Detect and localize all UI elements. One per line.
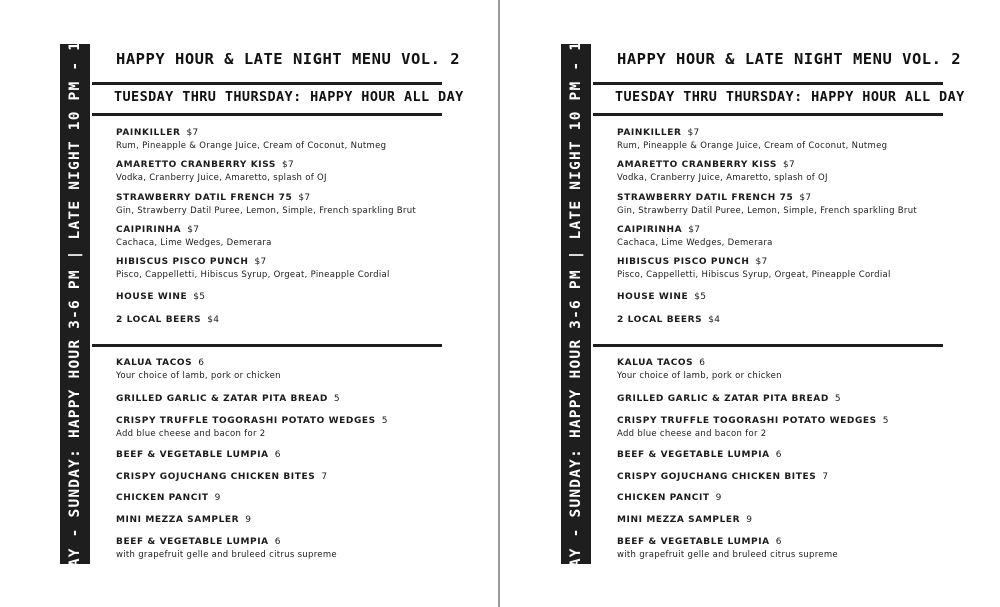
item-description: Pisco, Cappelletti, Hibiscus Syrup, Orgeat, Pineapple Cordial <box>116 270 390 280</box>
item-price: $7 <box>687 128 700 138</box>
drink-item <box>116 225 272 249</box>
food-item <box>116 493 221 504</box>
section-divider <box>593 344 943 347</box>
drink-item <box>617 193 917 217</box>
item-name: PAINKILLER <box>116 128 181 138</box>
menu-subtitle: TUESDAY THRU THURSDAY: HAPPY HOUR ALL DAY <box>114 89 464 105</box>
item-price: 5 <box>882 416 889 426</box>
item-price: 6 <box>775 450 782 460</box>
item-price: $7 <box>254 257 267 267</box>
item-name: BEEF & VEGETABLE LUMPIA <box>116 537 269 547</box>
food-item <box>116 416 388 440</box>
item-price: 6 <box>274 450 281 460</box>
item-price: $4 <box>708 315 721 325</box>
item-description: Add blue cheese and bacon for 2 <box>116 429 266 439</box>
food-item <box>617 537 838 561</box>
hours-sidebar-text: FRIDAY - SUNDAY: HAPPY HOUR 3-6 PM | LATE NIGHT 10 PM - 12 AM <box>67 1 83 607</box>
item-name: BEEF & VEGETABLE LUMPIA <box>617 450 770 460</box>
item-name: CRISPY GOJUCHANG CHICKEN BITES <box>116 472 316 482</box>
item-name: BEEF & VEGETABLE LUMPIA <box>617 537 770 547</box>
item-description: Vodka, Cranberry Juice, Amaretto, splash of OJ <box>617 173 828 183</box>
subtitle-rule <box>593 113 943 116</box>
item-description: Your choice of lamb, pork or chicken <box>617 371 782 381</box>
hours-sidebar <box>561 1 591 607</box>
item-price: 6 <box>274 537 281 547</box>
item-name: CHICKEN PANCIT <box>116 493 209 503</box>
food-item <box>116 394 340 405</box>
item-price: $5 <box>694 292 707 302</box>
menu-subtitle: TUESDAY THRU THURSDAY: HAPPY HOUR ALL DAY <box>615 89 965 105</box>
drink-item <box>116 128 386 152</box>
item-name: BEEF & VEGETABLE LUMPIA <box>116 450 269 460</box>
item-price: 7 <box>822 472 829 482</box>
item-name: CRISPY GOJUCHANG CHICKEN BITES <box>617 472 817 482</box>
item-description: Pisco, Cappelletti, Hibiscus Syrup, Orgeat, Pineapple Cordial <box>617 270 891 280</box>
section-divider <box>92 344 442 347</box>
item-description: Cachaca, Lime Wedges, Demerara <box>617 238 773 248</box>
menu-page-left <box>0 0 498 607</box>
item-name: MINI MEZZA SAMPLER <box>116 515 240 525</box>
item-price: 9 <box>214 493 221 503</box>
drink-item <box>617 315 720 326</box>
food-item <box>617 493 722 504</box>
item-name: 2 LOCAL BEERS <box>617 315 703 325</box>
item-description: Rum, Pineapple & Orange Juice, Cream of Coconut, Nutmeg <box>116 141 387 151</box>
item-price: 5 <box>333 394 340 404</box>
item-name: HOUSE WINE <box>617 292 689 302</box>
item-description: Vodka, Cranberry Juice, Amaretto, splash of OJ <box>116 173 327 183</box>
item-description: Your choice of lamb, pork or chicken <box>116 371 281 381</box>
item-price: $7 <box>782 160 796 170</box>
food-item <box>116 450 281 461</box>
item-price: 9 <box>746 515 753 525</box>
page-divider <box>498 0 500 607</box>
drink-item <box>617 128 887 152</box>
item-price: 6 <box>198 358 205 368</box>
food-item <box>617 416 889 440</box>
food-item <box>617 394 841 405</box>
item-description: Rum, Pineapple & Orange Juice, Cream of Coconut, Nutmeg <box>617 141 888 151</box>
item-name: HIBISCUS PISCO PUNCH <box>116 257 249 267</box>
item-name: CRISPY TRUFFLE TOGORASHI POTATO WEDGES <box>617 416 877 426</box>
hours-sidebar <box>60 1 90 607</box>
item-description: Gin, Strawberry Datil Puree, Lemon, Simple, French sparkling Brut <box>617 206 918 216</box>
item-price: $7 <box>187 225 200 235</box>
item-description: Gin, Strawberry Datil Puree, Lemon, Simple, French sparkling Brut <box>116 206 417 216</box>
item-name: KALUA TACOS <box>116 358 193 368</box>
food-item <box>617 450 782 461</box>
item-name: KALUA TACOS <box>617 358 694 368</box>
hours-sidebar-text: FRIDAY - SUNDAY: HAPPY HOUR 3-6 PM | LATE NIGHT 10 PM - 12 AM <box>568 1 584 607</box>
item-name: AMARETTO CRANBERRY KISS <box>116 160 276 170</box>
item-name: AMARETTO CRANBERRY KISS <box>617 160 777 170</box>
title-rule <box>593 82 943 85</box>
item-description: Cachaca, Lime Wedges, Demerara <box>116 238 272 248</box>
drink-item <box>116 315 219 326</box>
item-price: 5 <box>381 416 388 426</box>
item-name: STRAWBERRY DATIL FRENCH 75 <box>116 193 293 203</box>
food-item <box>116 537 337 561</box>
menu-page-right <box>501 0 999 607</box>
food-item <box>116 358 281 382</box>
food-item <box>116 472 327 483</box>
title-rule <box>92 82 442 85</box>
drink-item <box>617 225 773 249</box>
item-price: 9 <box>715 493 722 503</box>
food-item <box>116 515 251 526</box>
drink-item <box>617 160 828 184</box>
item-description: with grapefruit gelle and bruleed citrus supreme <box>116 550 337 560</box>
drink-item <box>116 292 205 303</box>
drink-item <box>617 292 706 303</box>
item-name: CAIPIRINHA <box>617 225 683 235</box>
item-price: 6 <box>775 537 782 547</box>
item-name: STRAWBERRY DATIL FRENCH 75 <box>617 193 794 203</box>
menu-title: HAPPY HOUR & LATE NIGHT MENU VOL. 2 <box>116 50 461 68</box>
item-name: CAIPIRINHA <box>116 225 182 235</box>
food-item <box>617 358 782 382</box>
item-name: GRILLED GARLIC & ZATAR PITA BREAD <box>116 394 328 404</box>
item-price: $4 <box>207 315 220 325</box>
item-price: 9 <box>245 515 252 525</box>
item-name: PAINKILLER <box>617 128 682 138</box>
item-name: GRILLED GARLIC & ZATAR PITA BREAD <box>617 394 829 404</box>
item-name: CRISPY TRUFFLE TOGORASHI POTATO WEDGES <box>116 416 376 426</box>
item-price: $7 <box>281 160 295 170</box>
item-price: 5 <box>834 394 841 404</box>
drink-item <box>116 193 416 217</box>
drink-item <box>617 257 891 281</box>
item-price: $7 <box>688 225 701 235</box>
item-description: Add blue cheese and bacon for 2 <box>617 429 767 439</box>
item-price: $7 <box>799 193 812 203</box>
item-name: 2 LOCAL BEERS <box>116 315 202 325</box>
item-price: $7 <box>186 128 199 138</box>
item-name: CHICKEN PANCIT <box>617 493 710 503</box>
item-name: HIBISCUS PISCO PUNCH <box>617 257 750 267</box>
item-price: $7 <box>755 257 768 267</box>
item-price: $7 <box>298 193 311 203</box>
drink-item <box>116 257 390 281</box>
food-item <box>617 472 828 483</box>
item-price: 7 <box>321 472 328 482</box>
item-name: MINI MEZZA SAMPLER <box>617 515 741 525</box>
item-description: with grapefruit gelle and bruleed citrus supreme <box>617 550 838 560</box>
item-price: $5 <box>193 292 206 302</box>
subtitle-rule <box>92 113 442 116</box>
food-item <box>617 515 752 526</box>
drink-item <box>116 160 327 184</box>
item-price: 6 <box>699 358 706 368</box>
item-name: HOUSE WINE <box>116 292 188 302</box>
menu-title: HAPPY HOUR & LATE NIGHT MENU VOL. 2 <box>617 50 962 68</box>
